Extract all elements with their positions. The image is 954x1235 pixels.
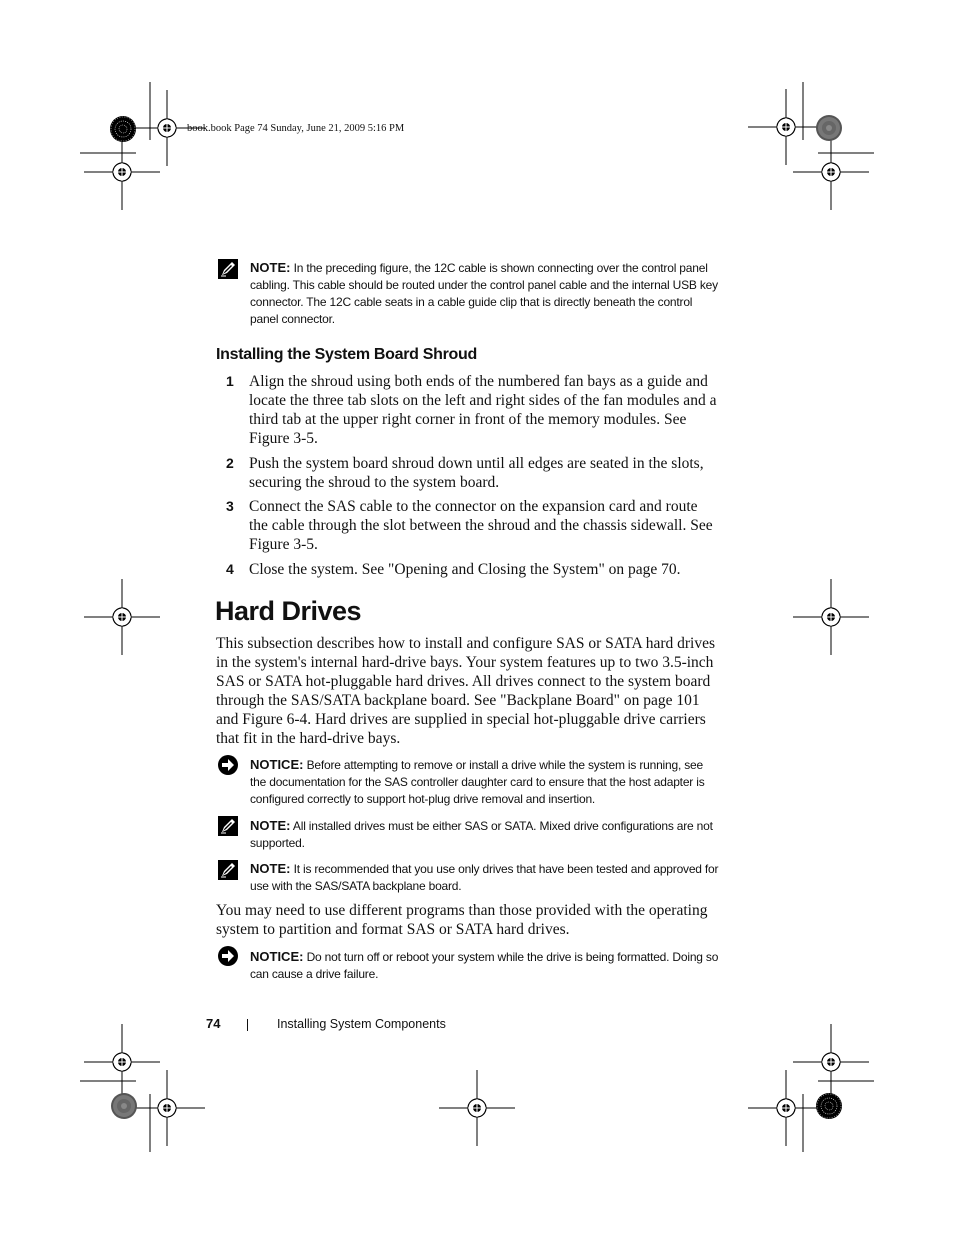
step-text: Close the system. See "Opening and Closing the System" on page 70.: [249, 561, 681, 578]
section-heading: Hard Drives: [215, 596, 362, 626]
intro-paragraph: This subsection describes how to install and configure SAS or SATA hard drives in the system's internal hard-drive bays. Your system features up to two 3.5-inch SAS or SATA hot-pluggable hard drives. All drives connect to the system board through the SAS/SATA backplane board. See "Backplane Board" on page 101 and Figure 6-4. Hard drives are supplied in special hot-pluggable drive carriers that fit in the hard-drive bays.: [216, 635, 715, 747]
step-number: 4: [226, 561, 234, 577]
step-number: 3: [226, 498, 234, 514]
note-preceding-figure: [250, 259, 720, 328]
notice-body: Do not turn off or reboot your system while the drive is being formatted. Doing so can cause a drive failure.: [250, 950, 719, 981]
note-body: It is recommended that you use only drives that have been tested and approved for use with the SAS/SATA backplane board.: [250, 862, 719, 893]
crop-mark-bottom-left: [80, 1024, 205, 1152]
footer-divider: [247, 1019, 248, 1031]
step-number: 1: [226, 373, 234, 389]
crop-mark-mid-left: [84, 579, 160, 655]
note-drive-types: [250, 817, 720, 852]
note-label: NOTE:: [250, 861, 291, 876]
pencil-note-icon: [217, 258, 239, 280]
page-number: 74: [206, 1016, 221, 1031]
programs-paragraph: You may need to use different programs than those provided with the operating system to partition and format SAS or SATA hard drives.: [216, 902, 708, 938]
section-subheading: Installing the System Board Shroud: [216, 346, 477, 363]
pencil-note-icon: [217, 859, 239, 881]
notice-body: Before attempting to remove or install a drive while the system is running, see the documentation for the SAS controller daughter card to ensure that the host adapter is configured correctly to support hot-plug drive removal and insertion.: [250, 758, 705, 806]
note-label: NOTE:: [250, 260, 291, 275]
crop-mark-bottom-right: [748, 1024, 874, 1152]
note-body: In the preceding figure, the 12C cable is shown connecting over the control panel cabling. This cable should be routed under the control panel cable and the internal USB key connector. The 12C cable seats in a cable guide clip that is directly beneath the control panel connector.: [250, 261, 718, 326]
step-number: 2: [226, 455, 234, 471]
note-tested-drives: [250, 860, 720, 895]
crop-mark-mid-right: [793, 579, 869, 655]
step-text: Push the system board shroud down until all edges are seated in the slots, securing the shroud to the system board.: [249, 455, 704, 491]
pencil-note-icon: [217, 815, 239, 837]
notice-hot-plug: [250, 756, 720, 808]
notice-label: NOTICE:: [250, 757, 304, 772]
footer-chapter-title: Installing System Components: [277, 1017, 446, 1031]
notice-arrow-icon: [217, 945, 239, 967]
step-text: Align the shroud using both ends of the numbered fan bays as a guide and locate the three tab slots on the left and right sides of the fan modules and a third tab at the upper right corner in front of the memory modules. See Figure 3-5.: [249, 373, 717, 447]
crop-mark-top-left: [80, 82, 205, 210]
crop-mark-bottom-center: [439, 1070, 515, 1146]
print-header: book.book Page 74 Sunday, June 21, 2009 5:16 PM: [187, 123, 405, 134]
notice-label: NOTICE:: [250, 949, 304, 964]
step-text: Connect the SAS cable to the connector on the expansion card and route the cable through the slot between the shroud and the chassis sidewall. See Figure 3-5.: [249, 498, 713, 553]
note-label: NOTE:: [250, 818, 291, 833]
note-body: All installed drives must be either SAS or SATA. Mixed drive configurations are not supported.: [250, 819, 713, 850]
crop-mark-top-right: [748, 82, 874, 210]
notice-formatting: [250, 948, 720, 983]
notice-arrow-icon: [217, 754, 239, 776]
